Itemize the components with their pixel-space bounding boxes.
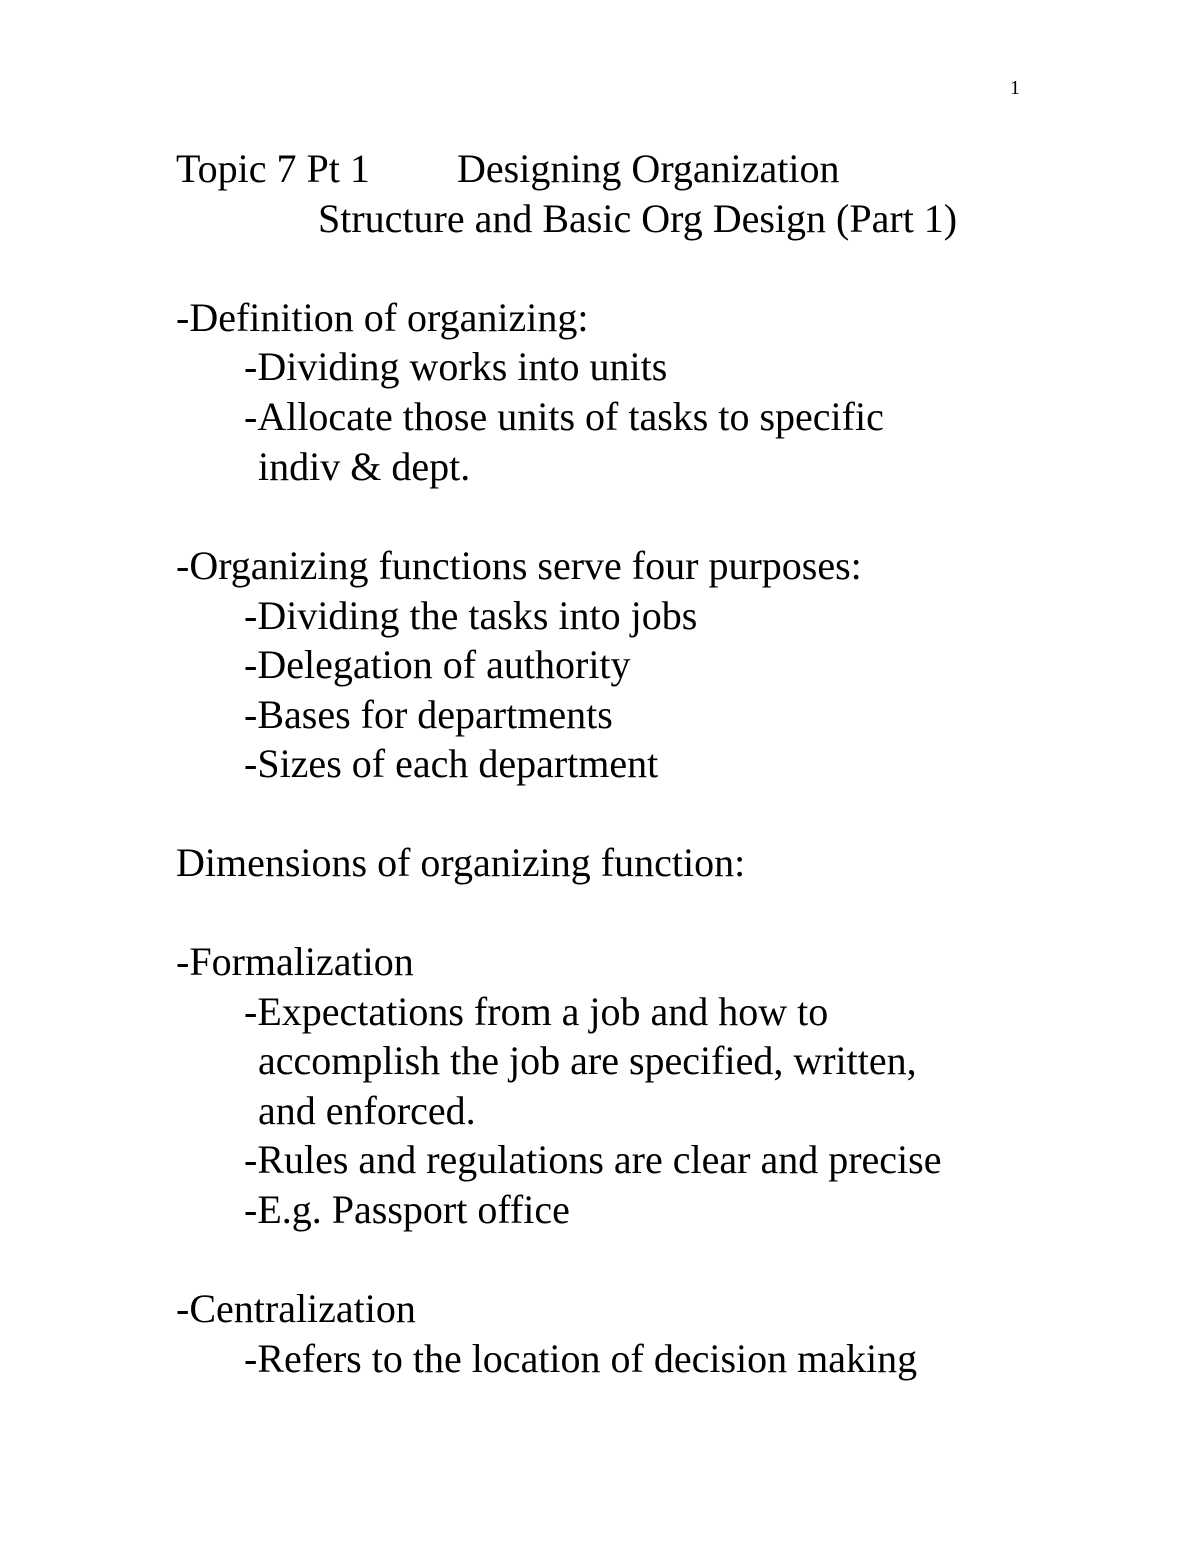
title-line-1: Designing Organization	[457, 146, 840, 191]
page-number: 1	[1010, 77, 1020, 99]
formalization-item: -Rules and regulations are clear and precise	[244, 1137, 942, 1182]
definition-heading: -Definition of organizing:	[176, 295, 589, 340]
purpose-item: -Bases for departments	[244, 692, 613, 737]
dimensions-heading: Dimensions of organizing function:	[176, 840, 746, 885]
definition-item: -Dividing works into units	[244, 344, 668, 389]
topic-label: Topic 7 Pt 1	[176, 146, 370, 191]
purpose-item: -Dividing the tasks into jobs	[244, 593, 698, 638]
purpose-item: -Sizes of each department	[244, 741, 659, 786]
centralization-item: -Refers to the location of decision making	[244, 1336, 918, 1381]
formalization-item: -E.g. Passport office	[244, 1187, 570, 1232]
centralization-heading: -Centralization	[176, 1286, 416, 1331]
purposes-heading: -Organizing functions serve four purposes:	[176, 543, 862, 588]
purpose-item: -Delegation of authority	[244, 642, 631, 687]
definition-item-continuation: indiv & dept.	[258, 444, 471, 489]
formalization-item: -Expectations from a job and how to	[244, 989, 829, 1034]
formalization-heading: -Formalization	[176, 939, 414, 984]
title-line-2: Structure and Basic Org Design (Part 1)	[318, 196, 958, 241]
formalization-item-continuation: accomplish the job are specified, written,	[258, 1038, 917, 1083]
formalization-item-continuation: and enforced.	[258, 1088, 476, 1133]
definition-item: -Allocate those units of tasks to specific	[244, 394, 884, 439]
